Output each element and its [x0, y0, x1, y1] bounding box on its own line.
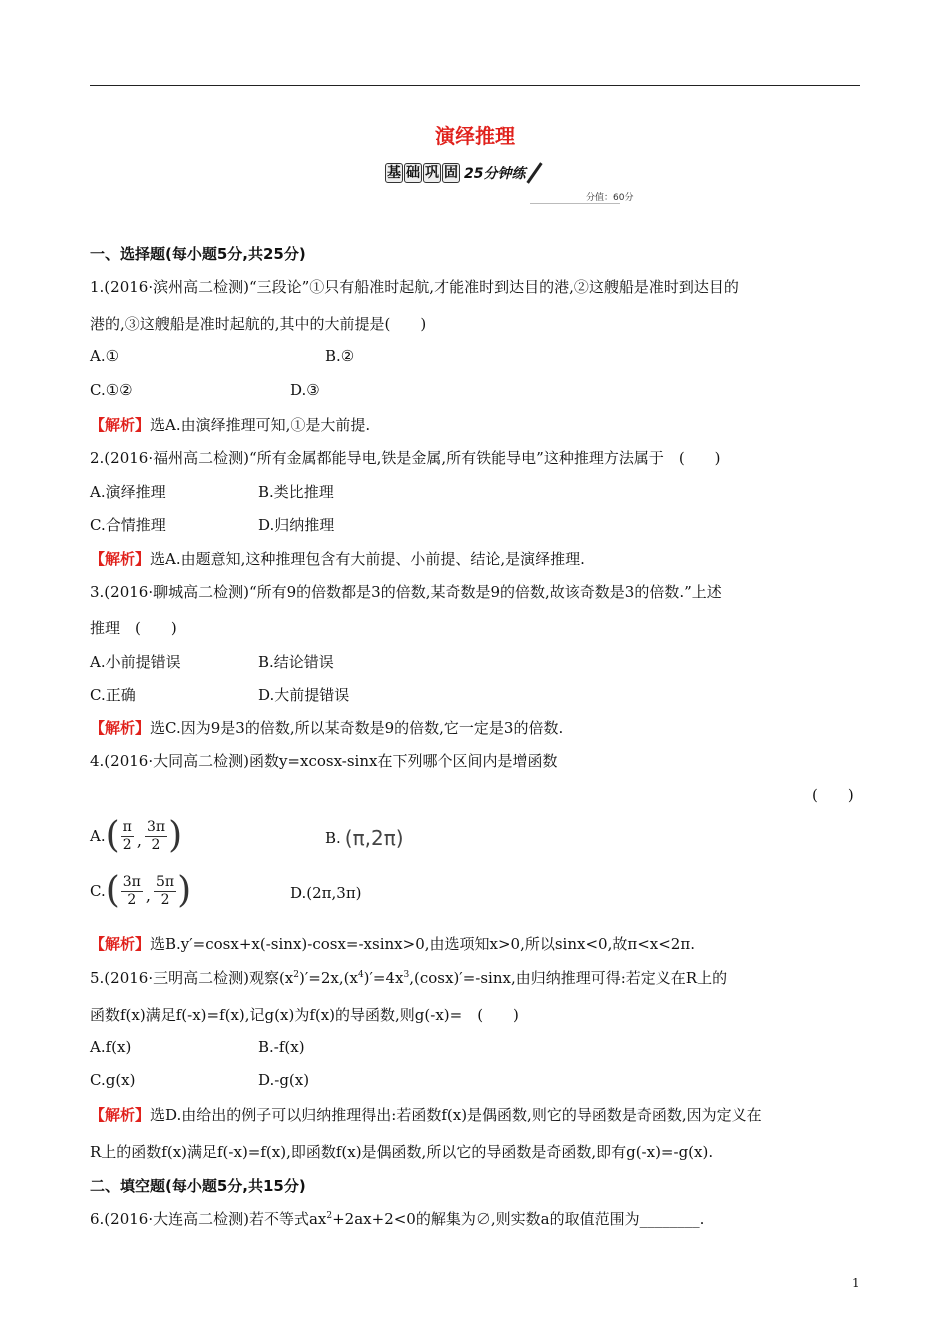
- text-segment: 5.(2016·三明高二检测)观察(x: [90, 969, 294, 987]
- option-label: C.: [90, 882, 106, 900]
- question-4-option-d: D.(2π,3π): [290, 884, 362, 902]
- text-segment: +2ax+2<0的解集为: [332, 1210, 476, 1228]
- question-3-option-b: B.结论错误: [258, 653, 334, 671]
- question-4-option-a: [90, 815, 183, 856]
- answer-text: 选D.由给出的例子可以归纳推理得出:若函数f(x)是偶函数,则它的导函数是奇函数,因为定义在: [150, 1106, 762, 1124]
- interval-fraction: ( $\frac{3\pi}{2}$ , $\frac{5\pi}{2}$ ): [105, 870, 192, 911]
- superscript: 2: [326, 1211, 333, 1221]
- question-4-answer-paren: ( ): [812, 786, 854, 804]
- numerator: π: [122, 818, 132, 835]
- answer-text: 选C.因为9是3的倍数,所以某奇数是9的倍数,它一定是3的倍数.: [150, 719, 564, 737]
- text-segment: ,则实数a的取值范围为________.: [490, 1210, 705, 1228]
- numerator: 5π: [155, 873, 175, 890]
- question-1-option-c: C.①②: [90, 381, 133, 399]
- answer-tag: 【解析】: [90, 1106, 151, 1124]
- denominator: 2: [151, 836, 161, 853]
- question-5-option-a: A.f(x): [90, 1038, 132, 1056]
- text-segment: 6.(2016·大连高二检测)若不等式ax: [90, 1210, 327, 1228]
- question-2-option-c: C.合情推理: [90, 516, 166, 534]
- question-6-line-1: [90, 1208, 704, 1229]
- text-segment: )′=4x: [363, 969, 404, 987]
- option-label: B.: [325, 829, 341, 847]
- question-2-option-b: B.类比推理: [258, 483, 334, 501]
- answer-text: 选A.由演绎推理可知,①是大前提.: [150, 416, 371, 434]
- question-3-line-1: 3.(2016·聊城高二检测)“所有9的倍数都是3的倍数,某奇数是9的倍数,故该奇数是3的倍数.”上述: [90, 583, 722, 601]
- question-1-line-2: 港的,③这艘船是准时起航的,其中的大前提是( ): [90, 315, 427, 333]
- superscript: 3: [403, 970, 410, 980]
- section-heading-fill: 二、填空题(每小题5分,共15分): [90, 1177, 306, 1195]
- question-4-option-c: [90, 870, 192, 911]
- question-4-line-1: 4.(2016·大同高二检测)函数y=xcosx-sinx在下列哪个区间内是增函数: [90, 752, 558, 770]
- section-badge: [385, 162, 541, 184]
- question-5-line-1: [90, 967, 727, 988]
- answer-text: 选B.y′=cosx+x(-sinx)-cosx=-xsinx>0,由选项知x>0,所以sinx<0,故π<x<2π.: [150, 935, 695, 953]
- numerator: 3π: [146, 818, 166, 835]
- denominator: 2: [122, 836, 132, 853]
- section-heading-choice: 一、选择题(每小题5分,共25分): [90, 245, 306, 263]
- page-number: 1: [852, 1276, 860, 1290]
- pen-slash-icon: [527, 162, 541, 184]
- badge-duration: 25分钟练: [464, 166, 526, 182]
- superscript: 2: [293, 970, 300, 980]
- answer-text: 选A.由题意知,这种推理包含有大前提、小前提、结论,是演绎推理.: [150, 550, 585, 568]
- denominator: 2: [160, 891, 170, 908]
- text-segment: )′=2x,(x: [299, 969, 358, 987]
- answer-tag: 【解析】: [90, 550, 151, 568]
- question-4-option-b: [325, 826, 404, 850]
- question-4-answer: [90, 933, 695, 954]
- answer-tag: 【解析】: [90, 719, 151, 737]
- answer-tag: 【解析】: [90, 416, 151, 434]
- score-underline: [530, 203, 620, 204]
- question-2-line-1: 2.(2016·福州高二检测)“所有金属都能导电,铁是金属,所有铁能导电”这种推理方法属于 ( ): [90, 449, 721, 467]
- question-1-option-b: B.②: [325, 347, 355, 365]
- question-5-answer-line-2: R上的函数f(x)满足f(-x)=f(x),即函数f(x)是偶函数,所以它的导函数是奇函数,即有g(-x)=-g(x).: [90, 1143, 714, 1161]
- text-segment: ,(cosx)′=-sinx,由归纳推理可得:若定义在R上的: [409, 969, 728, 987]
- question-5-answer-line-1: [90, 1104, 762, 1125]
- question-2-answer: [90, 548, 585, 569]
- question-1-line-1: 1.(2016·滨州高二检测)“三段论”①只有船准时起航,才能准时到达目的港,②这艘船是准时到达目的: [90, 278, 739, 296]
- question-2-option-d: D.归纳推理: [258, 516, 335, 534]
- badge-char: 基: [387, 165, 401, 181]
- question-3-option-a: A.小前提错误: [90, 653, 181, 671]
- question-3-option-c: C.正确: [90, 686, 136, 704]
- interval-fraction: ( $\frac{\pi}{2}$ , $\frac{3\pi}{2}$ ): [105, 815, 183, 856]
- answer-tag: 【解析】: [90, 935, 151, 953]
- page-title: 演绎推理: [435, 124, 515, 148]
- interval-text: (π,2π): [344, 826, 404, 850]
- question-5-line-2: 函数f(x)满足f(-x)=f(x),记g(x)为f(x)的导函数,则g(-x)= ( ): [90, 1006, 519, 1024]
- question-3-line-2: 推理 ( ): [90, 619, 177, 637]
- question-2-option-a: A.演绎推理: [90, 483, 166, 501]
- question-5-option-d: D.-g(x): [258, 1071, 310, 1089]
- numerator: 3π: [122, 873, 141, 890]
- question-1-option-a: A.①: [90, 347, 120, 365]
- superscript: 4: [357, 970, 364, 980]
- question-5-option-b: B.-f(x): [258, 1038, 305, 1056]
- badge-char: 础: [406, 165, 420, 181]
- question-3-answer: [90, 717, 563, 738]
- top-rule: [90, 85, 860, 86]
- badge-char: 固: [444, 165, 458, 181]
- question-5-option-c: C.g(x): [90, 1071, 136, 1089]
- option-label: A.: [90, 827, 106, 845]
- question-3-option-d: D.大前提错误: [258, 686, 350, 704]
- question-1-answer: [90, 414, 370, 435]
- score-label: 分值：60分: [586, 193, 634, 203]
- badge-char: 巩: [425, 165, 439, 181]
- question-1-option-d: D.③: [290, 381, 320, 399]
- denominator: 2: [127, 891, 137, 908]
- empty-set-symbol: ∅: [475, 1210, 491, 1228]
